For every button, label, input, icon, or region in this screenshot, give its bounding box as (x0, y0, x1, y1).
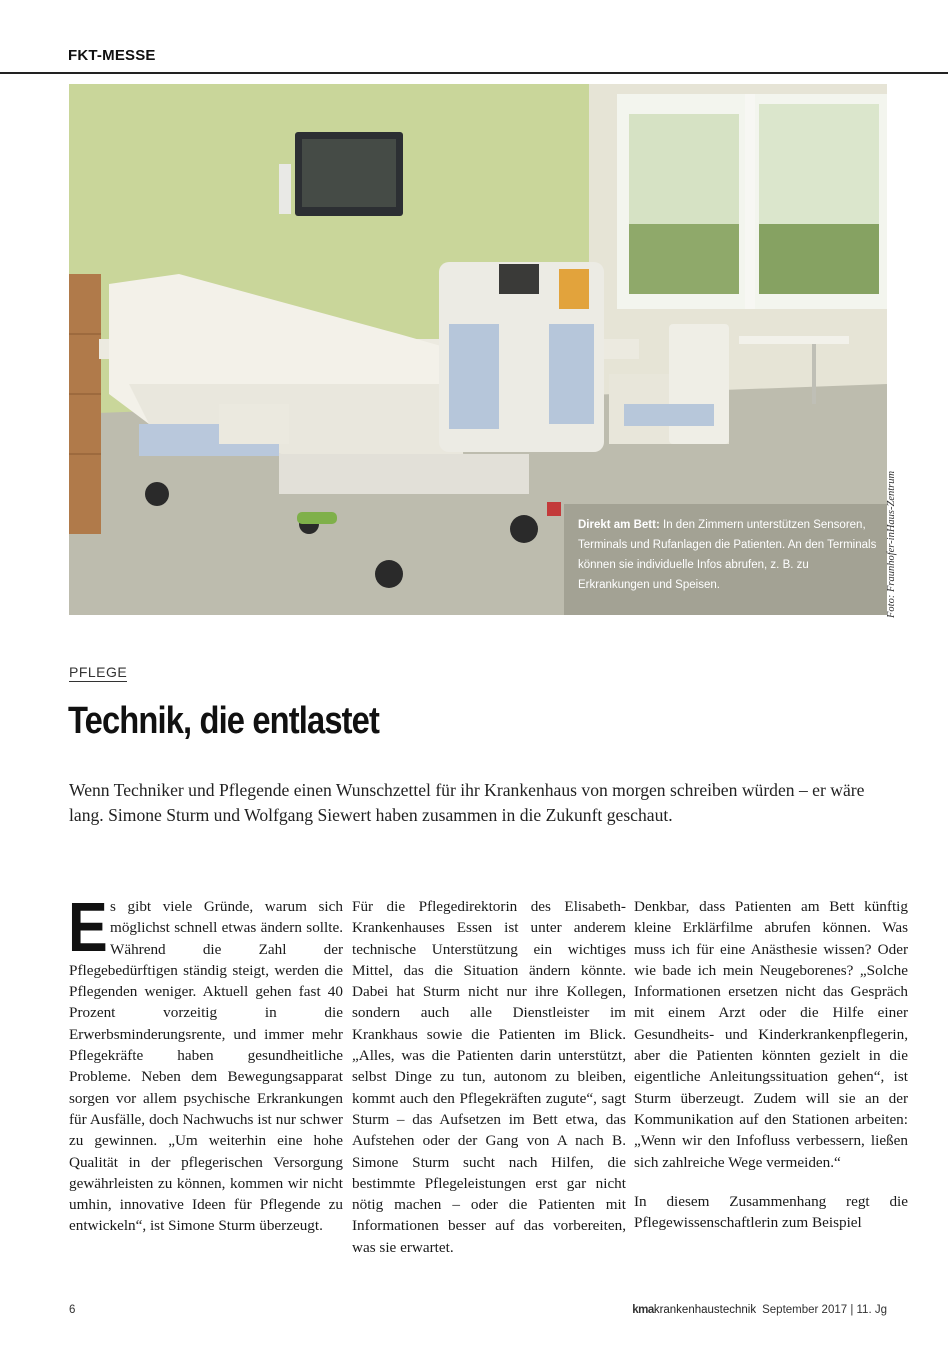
footer-publication (632, 1304, 887, 1316)
photo-credit: Foto: Fraunhofer-inHaus-Zentrum (886, 470, 897, 618)
brand-logo-kma: kma (632, 1304, 654, 1316)
column-3-paragraph-1: Denkbar, dass Patienten am Bett künftig kleine Erklärfilme abrufen können. Was muss ich für eine Anästhesie wissen? Oder wie bade ich mein Neugeborenes? „Solche Informationen ersetzen nicht das Gespräch mit einem Arzt oder die Hilfe einer Gesundheits- und Kinderkrankenpflegerin, aber die Patienten könnten gezielt in die eigentliche Anleitungssituation gehen“, ist Sturm überzeugt. Zudem will sie an der Kommunikation auf den Stationen arbeiten: „Wenn wir den Infofluss verbessern, ließen sich zahlreiche Wege vermeiden.“ (634, 898, 908, 1171)
article-lead: Wenn Techniker und Pflegende einen Wunschzettel für ihr Krankenhaus von morgen schreiben würden – er wäre lang. Simone Sturm und Wolfgang Siewert haben zusammen in die Zukunft geschaut. (69, 780, 865, 825)
photo-caption (578, 515, 878, 595)
article-kicker: PFLEGE (69, 664, 128, 680)
caption-text: In den Zimmern unterstützen Sensoren, Terminals und Rufanlagen die Patienten. An den Terminals können sie individuelle Infos abrufen, z. B. zu Erkrankungen und Speisen. (578, 519, 877, 591)
section-label: FKT-MESSE (68, 47, 156, 64)
header-rule (0, 72, 948, 74)
brand-name: krankenhaustechnik (653, 1304, 757, 1316)
column-1-paragraph (68, 888, 343, 1237)
drop-cap: E (68, 888, 108, 966)
article-title: Technik, die entlastet (68, 700, 379, 742)
caption-lead: Direkt am Bett: (578, 519, 660, 531)
column-1-text: s gibt viele Gründe, warum sich möglichst schnell etwas ändern sollte. Während die Zahl der Pflegebedürftigen ständig steigt, werden die Pflegenden weniger. Aktuell gehen fast 40 Prozent vorzeitig in die Erwerbsminderungsrente, und immer mehr Pflegekräfte haben gesundheitliche Probleme. Neben dem Bewegungsapparat sorgen vor allem psychische Erkrankungen für Ausfälle, doch Nachwuchs ist nur schwer zu gewinnen. „Um weiterhin eine hohe Qualität in der pflegerischen Versorgung gewährleisten zu können, kommen wir nicht umhin, innovative Ideen für Pflegende zu entwickeln“, ist Simone Sturm überzeugt. (69, 898, 343, 1235)
page-number: 6 (69, 1304, 76, 1316)
article-column-2 (352, 896, 626, 1258)
hospital-room-photo (69, 84, 887, 615)
article-column-1 (68, 888, 343, 1237)
column-3-paragraph-2: In diesem Zusammenhang regt die Pflegewissenschaftlerin zum Beispiel (634, 1192, 908, 1232)
article-column-3 (634, 896, 908, 1233)
issue-info: September 2017 | 11. Jg (762, 1304, 887, 1316)
column-2-paragraph: Für die Pflegedirektorin des Elisabeth-Krankenhauses Essen ist unter anderem technische Unterstützung ein wichtiges Mittel, das die Situation ändern könnte. Dabei hat Sturm nicht nur ihre Kollegen, sondern auch alle Dienstleister im Krankhaus sowie die Patienten im Blick. „Alles, was die Patienten darin unterstützt, selbst Dinge zu tun, autonom zu bleiben, kommt auch den Pflegekräften zugute“, sagt Sturm – das Aufsetzen im Bett etwa, das Aufstehen oder der Gang von A nach B. Simone Sturm sucht nach Hilfen, die bestimmte Pflegeleistungen erst gar nicht nötig machen – oder die Patienten mit Informationen besser auf das vorbereiten, was sie erwartet. (352, 898, 626, 1256)
